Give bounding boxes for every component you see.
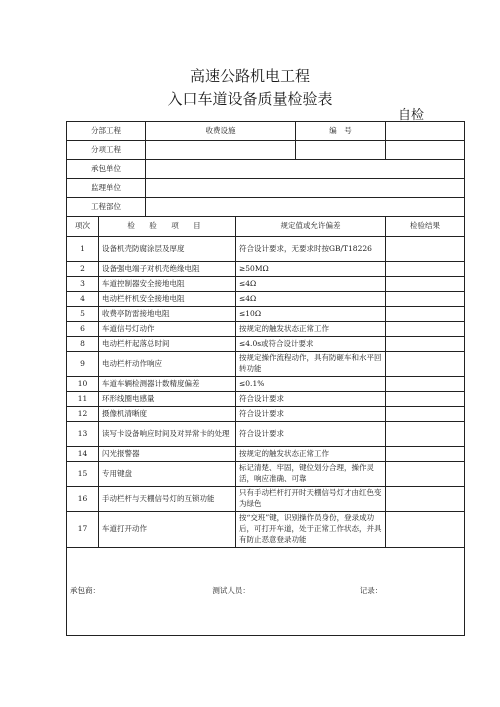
row-spec: 符合设计要求 [236,392,386,407]
header-row-item-project [67,141,465,160]
item-project-label: 分项工程 [67,141,146,160]
row-result[interactable] [386,322,465,337]
signature-cell [67,548,465,636]
row-spec: 按“交班”键，识别操作员身份，登录成功后，可打开车道，处于正常工作状态，并具有防止恶意登录功能 [236,512,386,548]
item-project-extra-2 [386,141,465,160]
item-project-extra [296,141,386,160]
sub-project-value: 收费设施 [146,122,296,141]
supervisor-value[interactable] [146,179,465,198]
row-item: 设备强电端子对机壳绝缘电阻 [99,262,236,277]
row-result[interactable] [386,307,465,322]
row-item: 电动栏杆动作响应 [99,352,236,377]
row-no: 1 [67,237,99,262]
contractor-label: 承包单位 [67,160,146,179]
row-item: 环形线圈电感量 [99,392,236,407]
row-item: 车道控制器安全接地电阻 [99,277,236,292]
form-title: 入口车道设备质量检验表 [167,90,333,108]
col-item-header: 检 验 项 目 [99,217,236,237]
row-spec: ≤4Ω [236,277,386,292]
col-result-header: 检验结果 [386,217,465,237]
row-spec: 按规定的触发状态正常工作 [236,447,386,462]
table-row [67,337,465,352]
table-row [67,512,465,548]
header-row-supervisor [67,179,465,198]
tester-signature: 测试人员： [212,586,250,596]
row-result[interactable] [386,237,465,262]
row-item: 收费亭防雷接地电阻 [99,307,236,322]
table-row [67,352,465,377]
table-row [67,392,465,407]
row-no: 2 [67,262,99,277]
table-row [67,322,465,337]
row-item: 读写卡设备响应时间及对异常卡的处理 [99,422,236,447]
recorder-signature: 记录： [359,586,383,596]
row-spec: ≤0.1% [236,377,386,392]
row-result[interactable] [386,392,465,407]
row-no: 16 [67,487,99,512]
row-no: 12 [67,407,99,422]
row-result[interactable] [386,262,465,277]
row-result[interactable] [386,352,465,377]
row-spec: 按规定操作流程动作，具有防砸车和水平回转功能 [236,352,386,377]
supervisor-label: 监理单位 [67,179,146,198]
row-no: 14 [67,447,99,462]
header-row-department [67,198,465,217]
sub-project-label: 分部工程 [67,122,146,141]
row-no: 6 [67,322,99,337]
inspection-table [66,121,465,636]
row-result[interactable] [386,422,465,447]
table-row [67,422,465,447]
row-spec: 符合设计要求，无要求时按GB/T18226 [236,237,386,262]
row-no: 17 [67,512,99,548]
table-row [67,277,465,292]
row-spec: 符合设计要求 [236,422,386,447]
row-no: 8 [67,337,99,352]
row-item: 设备机壳防腐涂层及厚度 [99,237,236,262]
number-label: 编 号 [296,122,386,141]
row-result[interactable] [386,407,465,422]
page-title: 高速公路机电工程 [189,67,310,85]
row-item: 电动栏杆起落总时间 [99,337,236,352]
table-row [67,377,465,392]
header-row-contractor [67,160,465,179]
row-no: 9 [67,352,99,377]
row-spec: 符合设计要求 [236,407,386,422]
row-result[interactable] [386,377,465,392]
row-spec: ≤4.0s或符合设计要求 [236,337,386,352]
item-project-value[interactable] [146,141,296,160]
col-spec-header: 规定值或允许偏差 [236,217,386,237]
contractor-signature: 承包商： [70,586,100,596]
row-result[interactable] [386,487,465,512]
row-result[interactable] [386,447,465,462]
row-item: 摄像机清晰度 [99,407,236,422]
row-result[interactable] [386,512,465,548]
row-no: 5 [67,307,99,322]
row-item: 车道车辆检测器计数精度偏差 [99,377,236,392]
row-spec: 标记清楚、牢固，键位划分合理，操作灵活，响应准确、可靠 [236,462,386,487]
number-value[interactable] [386,122,465,141]
row-no: 3 [67,277,99,292]
row-result[interactable] [386,277,465,292]
row-no: 4 [67,292,99,307]
row-no: 11 [67,392,99,407]
table-row [67,462,465,487]
row-spec: ≤4Ω [236,292,386,307]
row-spec: 按规定的触发状态正常工作 [236,322,386,337]
signature-row [67,548,465,636]
table-row [67,292,465,307]
table-row [67,262,465,277]
inspection-rows [67,237,465,548]
department-value[interactable] [146,198,465,217]
row-item: 电动栏杆机安全接地电阻 [99,292,236,307]
col-no-header: 项次 [67,217,99,237]
row-spec: ≤10Ω [236,307,386,322]
department-label: 工程部位 [67,198,146,217]
table-row [67,237,465,262]
row-spec: 只有手动栏杆打开时天棚信号灯才由红色变为绿色 [236,487,386,512]
table-row [67,487,465,512]
row-item: 车道打开动作 [99,512,236,548]
table-row [67,447,465,462]
row-spec: ≥50MΩ [236,262,386,277]
row-result[interactable] [386,337,465,352]
row-no: 15 [67,462,99,487]
contractor-value[interactable] [146,160,465,179]
row-item: 手动栏杆与天棚信号灯的互锁功能 [99,487,236,512]
row-result[interactable] [386,292,465,307]
row-no: 13 [67,422,99,447]
header-row-sub-project [67,122,465,141]
self-check-label: 自检 [398,108,425,123]
table-row [67,307,465,322]
row-result[interactable] [386,462,465,487]
row-item: 闪光报警器 [99,447,236,462]
column-header-row [67,217,465,237]
row-item: 专用键盘 [99,462,236,487]
row-no: 10 [67,377,99,392]
row-item: 车道信号灯动作 [99,322,236,337]
table-row [67,407,465,422]
